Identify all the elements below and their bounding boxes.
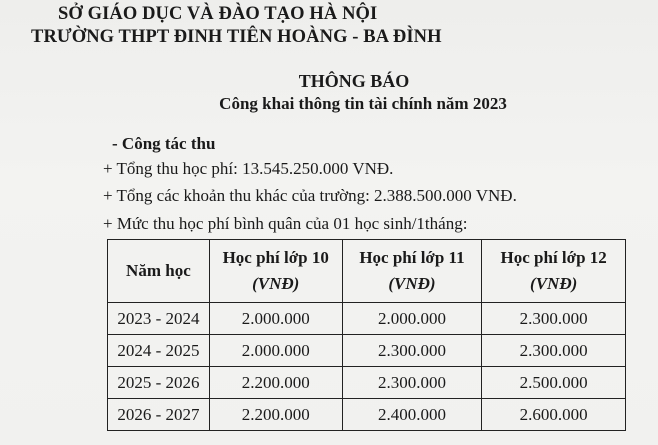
header-unit: (VNĐ) <box>388 274 436 293</box>
table-cell-grade-11: 2.400.000 <box>342 399 482 431</box>
other-revenue-line: + Tổng các khoản thu khác của trường: 2.388.500.000 VNĐ. <box>103 186 517 205</box>
table-row <box>108 399 626 431</box>
table-cell-grade-12: 2.300.000 <box>482 335 626 367</box>
section-heading: - Công tác thu <box>112 134 216 153</box>
table-cell-grade-10: 2.200.000 <box>209 367 342 399</box>
header-cell-school-year <box>108 240 210 303</box>
table-cell-grade-11: 2.300.000 <box>342 367 482 399</box>
table-row <box>108 303 626 335</box>
header-unit: (VNĐ) <box>530 274 578 293</box>
table-row <box>108 335 626 367</box>
table-cell-year: 2024 - 2025 <box>108 335 210 367</box>
table-cell-year: 2026 - 2027 <box>108 399 210 431</box>
tuition-fee-table <box>107 239 626 431</box>
header-cell-grade-11 <box>342 240 482 303</box>
school-name: TRƯỜNG THPT ĐINH TIÊN HOÀNG - BA ĐÌNH <box>31 27 442 47</box>
table-cell-year: 2023 - 2024 <box>108 303 210 335</box>
table-cell-grade-12: 2.600.000 <box>482 399 626 431</box>
table-cell-grade-11: 2.300.000 <box>342 335 482 367</box>
department-name: SỞ GIÁO DỤC VÀ ĐÀO TẠO HÀ NỘI <box>58 4 378 24</box>
table-cell-grade-12: 2.500.000 <box>482 367 626 399</box>
table-cell-grade-11: 2.000.000 <box>342 303 482 335</box>
header-label: Học phí lớp 12 <box>500 248 607 267</box>
table-row <box>108 367 626 399</box>
table-cell-grade-12: 2.300.000 <box>482 303 626 335</box>
table-cell-grade-10: 2.000.000 <box>209 335 342 367</box>
table-header-row <box>108 240 626 303</box>
notice-title: THÔNG BÁO <box>298 71 410 91</box>
header-label: Học phí lớp 10 <box>222 248 329 267</box>
header-cell-grade-10 <box>209 240 342 303</box>
header-label: Năm học <box>126 261 191 280</box>
table-cell-grade-10: 2.200.000 <box>209 399 342 431</box>
average-fee-line: + Mức thu học phí bình quân của 01 học sinh/1tháng: <box>103 214 468 233</box>
notice-subtitle: Công khai thông tin tài chính năm 2023 <box>219 94 507 113</box>
table-cell-year: 2025 - 2026 <box>108 367 210 399</box>
total-tuition-line: + Tổng thu học phí: 13.545.250.000 VNĐ. <box>103 159 394 178</box>
table-cell-grade-10: 2.000.000 <box>209 303 342 335</box>
header-label: Học phí lớp 11 <box>359 248 465 267</box>
header-cell-grade-12 <box>482 240 626 303</box>
header-unit: (VNĐ) <box>252 274 300 293</box>
